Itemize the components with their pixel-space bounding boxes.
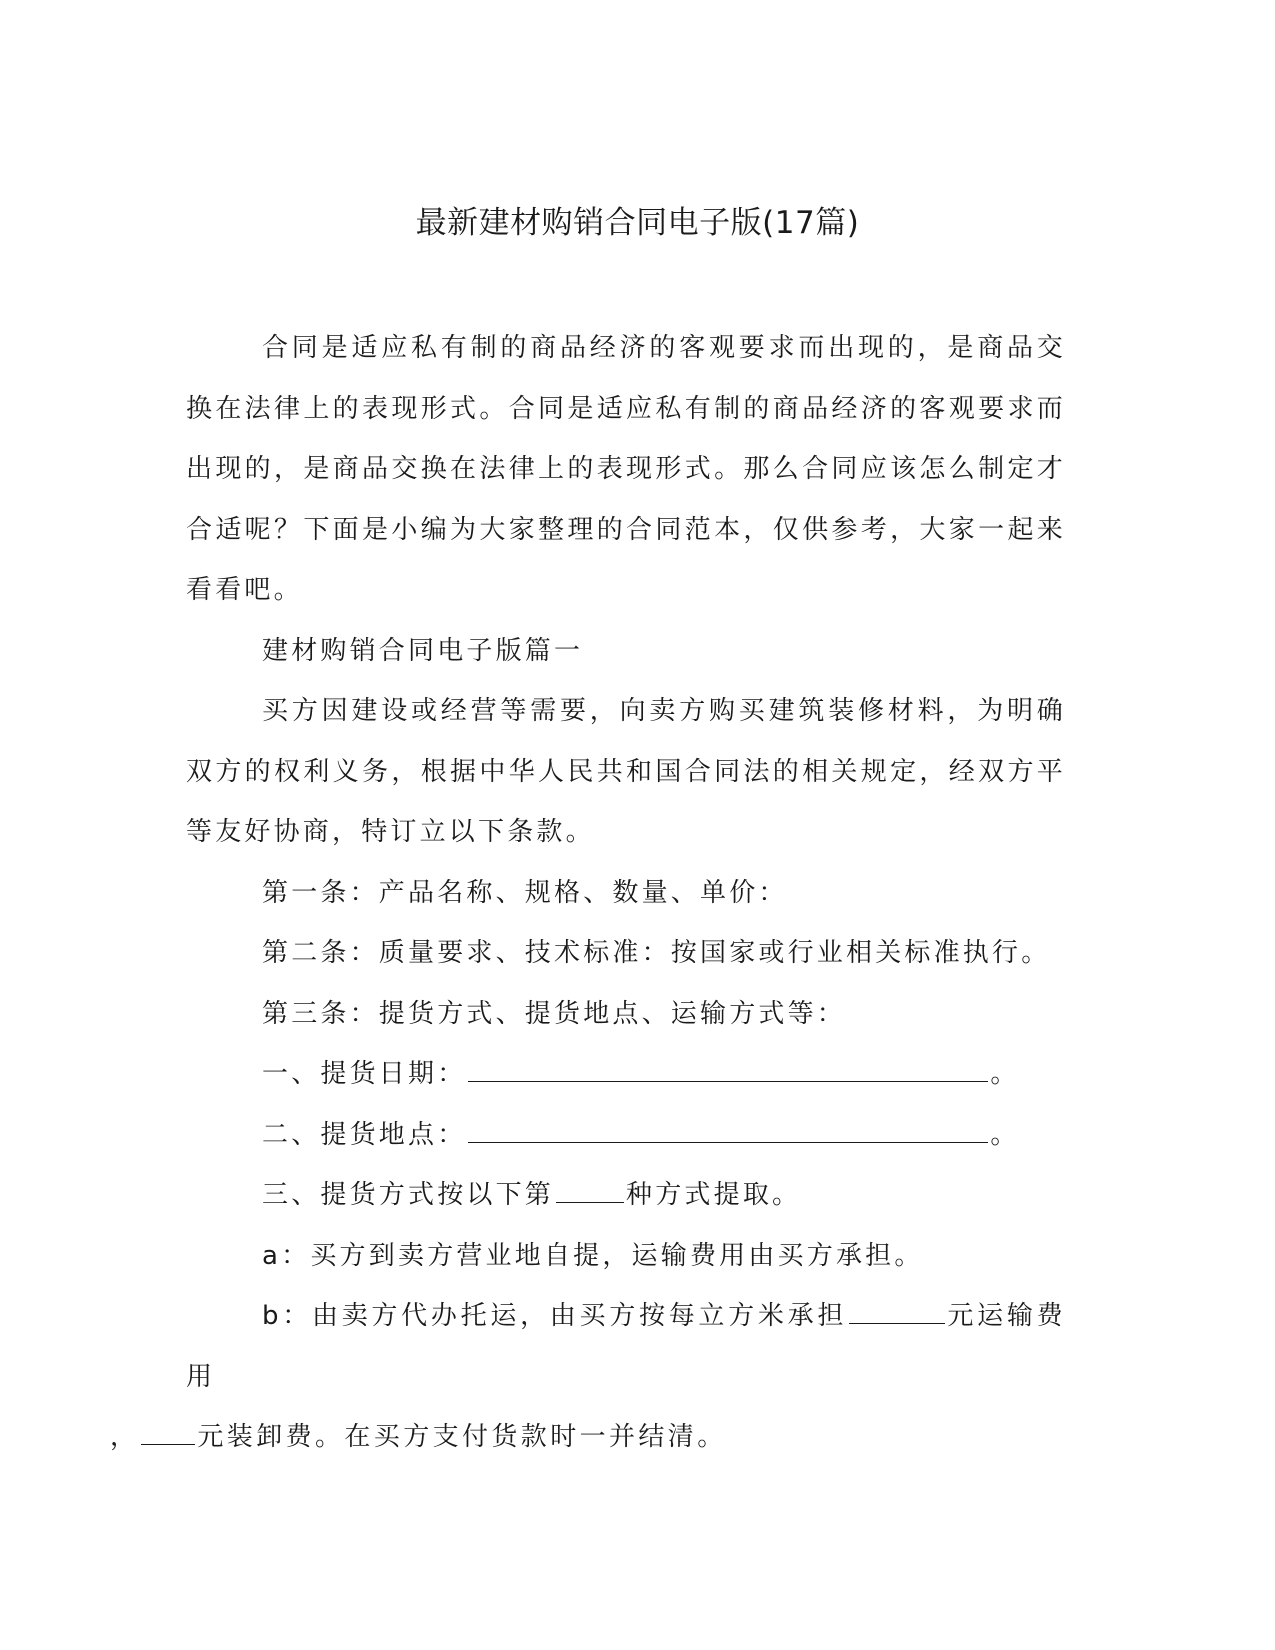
- item-pickup-location-end: 。: [990, 1119, 1020, 1150]
- pickup-method-blank[interactable]: [556, 1174, 624, 1203]
- option-a-marker: a：: [262, 1240, 311, 1271]
- item-pickup-location-label: 二、提货地点：: [262, 1119, 467, 1150]
- intro-paragraph: 合同是适应私有制的商品经济的客观要求而出现的，是商品交换在法律上的表现形式。合同是适应私有制的商品经济的客观要求而出现的，是商品交换在法律上的表现形式。那么合同应该怎么制定才合适呢？下面是小编为大家整理的合同范本，仅供参考，大家一起来看看吧。: [186, 333, 1066, 605]
- preamble-paragraph: 买方因建设或经营等需要，向卖方购买建筑装修材料，为明确双方的权利义务，根据中华人民共和国合同法的相关规定，经双方平等友好协商，特订立以下条款。: [186, 696, 1066, 847]
- pickup-location-blank[interactable]: [468, 1114, 988, 1143]
- option-b-text1: 由卖方代办托运，由买方按每立方米承担: [311, 1301, 848, 1331]
- handling-fee-blank[interactable]: [141, 1416, 195, 1445]
- item-pickup-method-after: 种方式提取。: [626, 1180, 802, 1210]
- item-pickup-date-end: 。: [990, 1059, 1020, 1089]
- article-3: 第三条：提货方式、提货地点、运输方式等：: [262, 998, 847, 1029]
- transport-fee-blank[interactable]: [849, 1295, 945, 1324]
- option-b-text3: ，: [110, 1422, 140, 1452]
- option-b-marker: b：: [262, 1301, 312, 1331]
- article-1: 第一条：产品名称、规格、数量、单价：: [262, 877, 788, 908]
- document-title: 最新建材购销合同电子版(17篇): [415, 205, 860, 241]
- document-body: [110, 318, 1066, 1468]
- pickup-date-blank[interactable]: [468, 1053, 988, 1082]
- item-pickup-method: [186, 1165, 1066, 1226]
- item-pickup-date-label: 一、提货日期：: [262, 1059, 467, 1089]
- option-b-text4: 元装卸费。在买方支付货款时一并结清。: [197, 1422, 727, 1452]
- item-pickup-location: [186, 1105, 1066, 1166]
- section-heading: 建材购销合同电子版篇一: [262, 635, 584, 666]
- article-2: 第二条：质量要求、技术标准：按国家或行业相关标准执行。: [262, 938, 1051, 968]
- option-b-text2: 元运输费用: [186, 1301, 1066, 1392]
- item-pickup-method-before: 三、提货方式按以下第: [262, 1180, 555, 1210]
- item-pickup-date: [186, 1044, 1066, 1105]
- option-a: [186, 1226, 1066, 1287]
- option-b: [110, 1286, 1066, 1468]
- option-a-text: 买方到卖方营业地自提，运输费用由买方承担。: [310, 1240, 924, 1271]
